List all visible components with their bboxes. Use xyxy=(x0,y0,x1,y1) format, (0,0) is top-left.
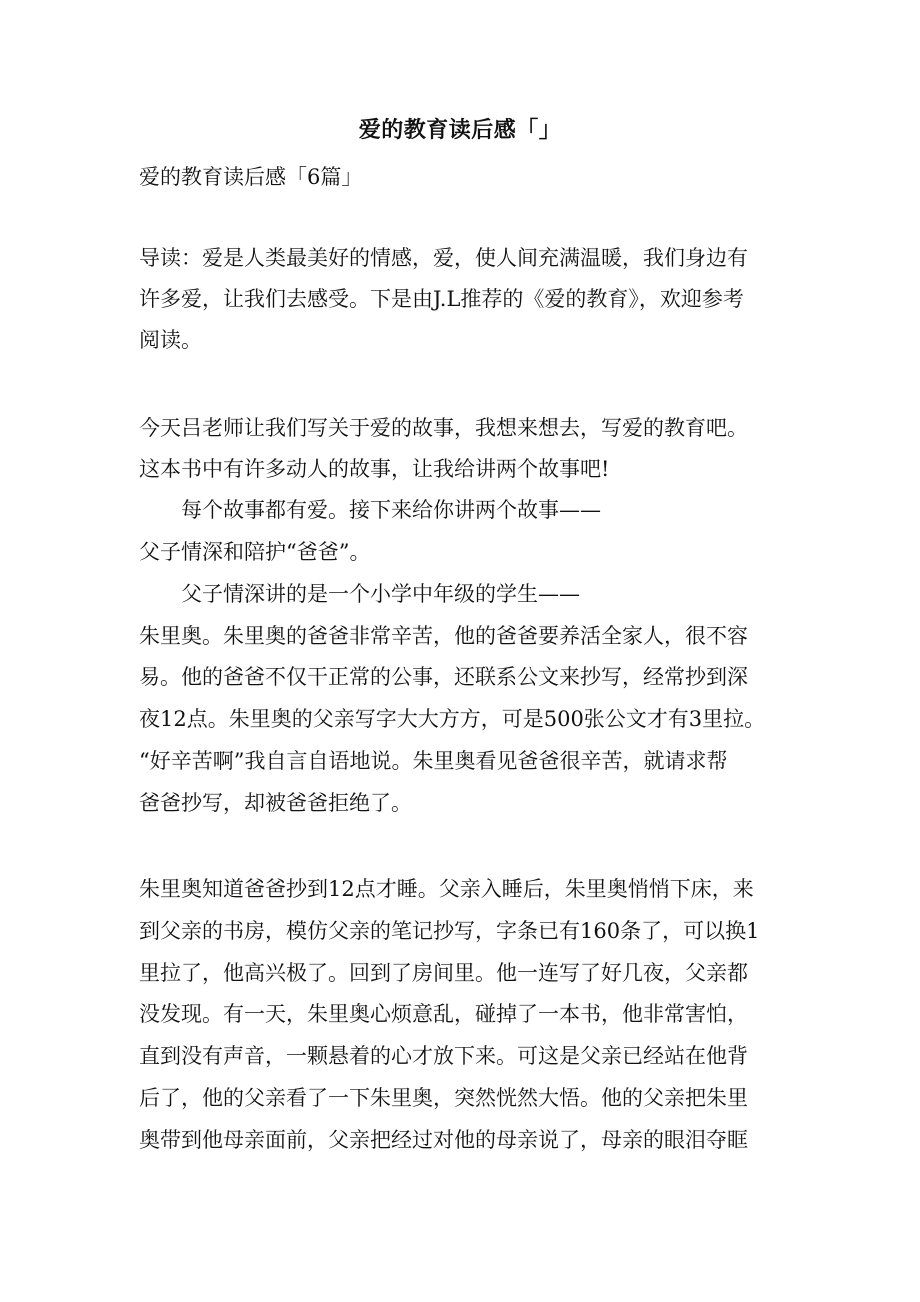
paragraph-line: 朱里奥知道爸爸抄到12点才睡。父亲入睡后，朱里奥悄悄下床，来 xyxy=(139,877,754,901)
document-subtitle: 爱的教育读后感「6篇」 xyxy=(139,165,363,189)
paragraph-line: 这本书中有许多动人的故事，让我给讲两个故事吧! xyxy=(139,457,610,481)
paragraph-line: 奥带到他母亲面前，父亲把经过对他的母亲说了，母亲的眼泪夺眶 xyxy=(139,1128,748,1152)
paragraph-line: 夜12点。朱里奥的父亲写字大大方方，可是500张公文才有3里拉。 xyxy=(139,707,766,731)
paragraph-line: 后了，他的父亲看了一下朱里奥，突然恍然大悟。他的父亲把朱里 xyxy=(139,1086,748,1110)
intro-line-1: 导读：爱是人类最美好的情感，爱，使人间充满温暖，我们身边有 xyxy=(139,246,748,270)
paragraph-line: 里拉了，他高兴极了。回到了房间里。他一连写了好几夜，父亲都 xyxy=(139,961,748,985)
paragraph-line: 朱里奥。朱里奥的爸爸非常辛苦，他的爸爸要养活全家人，很不容 xyxy=(139,624,748,648)
paragraph-line: 父子情深讲的是一个小学中年级的学生—— xyxy=(181,582,580,606)
paragraph-line: 爸爸抄写，却被爸爸拒绝了。 xyxy=(139,791,412,815)
paragraph-line: 父子情深和陪护“爸爸”。 xyxy=(139,540,371,564)
paragraph-line: 直到没有声音，一颗悬着的心才放下来。可这是父亲已经站在他背 xyxy=(139,1044,748,1068)
paragraph-line: 易。他的爸爸不仅干正常的公事，还联系公文来抄写，经常抄到深 xyxy=(139,665,748,689)
paragraph-line: 没发现。有一天，朱里奥心烦意乱，碰掉了一本书，他非常害怕， xyxy=(139,1002,748,1026)
paragraph-line: 今天吕老师让我们写关于爱的故事，我想来想去，写爱的教育吧。 xyxy=(139,416,748,440)
paragraph-line: 每个故事都有爱。接下来给你讲两个故事—— xyxy=(181,498,601,522)
document-title: 爱的教育读后感「」 xyxy=(358,117,562,143)
intro-line-3: 阅读。 xyxy=(139,328,202,352)
paragraph-line: 到父亲的书房，模仿父亲的笔记抄写，字条已有160条了，可以换1 xyxy=(139,919,760,943)
paragraph-line: “好辛苦啊”我自言自语地说。朱里奥看见爸爸很辛苦，就请求帮 xyxy=(139,749,728,773)
intro-line-2: 许多爱，让我们去感受。下是由J.L推荐的《爱的教育》，欢迎参考 xyxy=(139,287,744,311)
